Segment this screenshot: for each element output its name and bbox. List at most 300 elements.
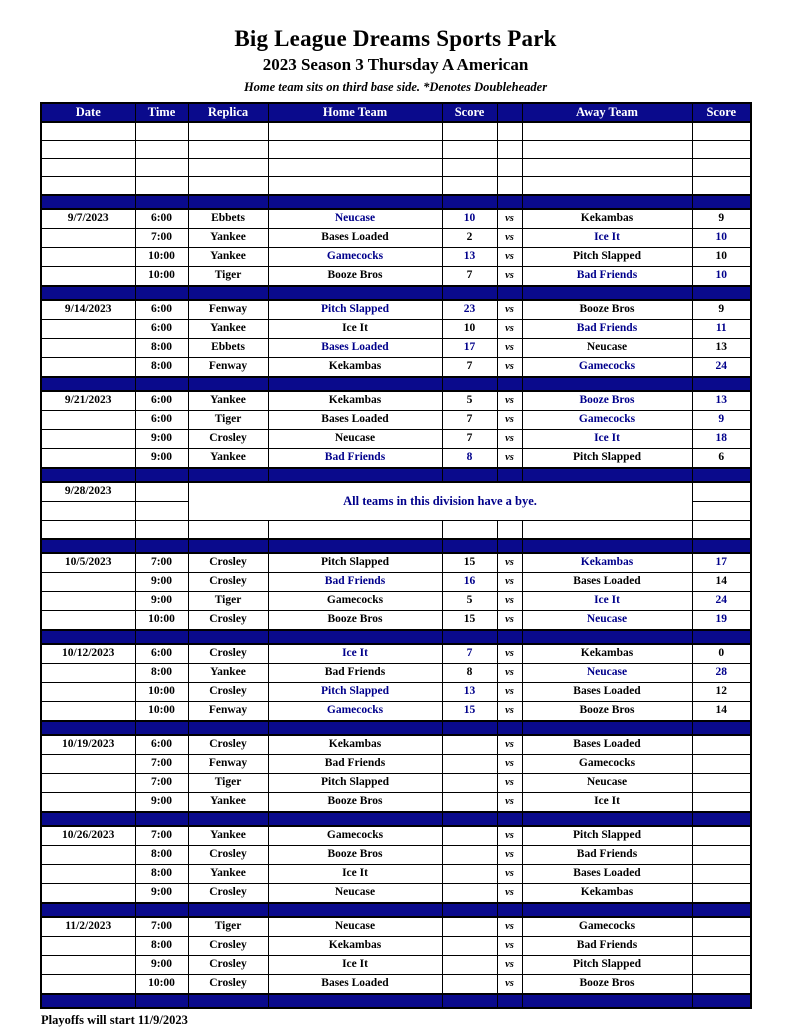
date-cell [41, 592, 135, 611]
time-cell: 8:00 [135, 358, 188, 378]
separator-cell [135, 994, 188, 1008]
replica-cell [188, 159, 268, 177]
away-team-cell [522, 521, 692, 540]
separator-cell [442, 539, 497, 553]
separator-cell [692, 377, 751, 391]
date-cell [41, 683, 135, 702]
vs-cell: vs [497, 229, 522, 248]
replica-cell: Fenway [188, 358, 268, 378]
vs-cell: vs [497, 248, 522, 267]
home-score-cell: 5 [442, 391, 497, 411]
home-team-cell: Bad Friends [268, 573, 442, 592]
game-row [41, 956, 751, 975]
date-cell [41, 430, 135, 449]
home-score-cell: 7 [442, 430, 497, 449]
separator-cell [135, 286, 188, 300]
date-cell: 10/5/2023 [41, 553, 135, 573]
game-row [41, 553, 751, 573]
game-row [41, 339, 751, 358]
replica-cell: Crosley [188, 846, 268, 865]
game-row [41, 449, 751, 469]
time-cell [135, 521, 188, 540]
vs-cell: vs [497, 209, 522, 229]
separator-cell [188, 286, 268, 300]
time-cell: 10:00 [135, 702, 188, 722]
separator-cell [135, 377, 188, 391]
home-score-cell: 23 [442, 300, 497, 320]
separator-cell [268, 539, 442, 553]
time-cell: 10:00 [135, 611, 188, 631]
replica-cell: Crosley [188, 553, 268, 573]
separator-cell [41, 812, 135, 826]
home-score-cell [442, 774, 497, 793]
home-team-cell: Bad Friends [268, 755, 442, 774]
vs-cell: vs [497, 975, 522, 995]
vs-cell: vs [497, 793, 522, 813]
date-cell [41, 774, 135, 793]
time-cell: 9:00 [135, 573, 188, 592]
separator-row [41, 903, 751, 917]
separator-cell [497, 812, 522, 826]
home-team-cell: Neucase [268, 209, 442, 229]
separator-cell [188, 377, 268, 391]
replica-cell: Yankee [188, 320, 268, 339]
away-score-cell: 24 [692, 592, 751, 611]
away-score-cell: 18 [692, 430, 751, 449]
vs-cell: vs [497, 391, 522, 411]
away-team-cell: Ice It [522, 592, 692, 611]
away-score-cell [692, 177, 751, 196]
game-row [41, 300, 751, 320]
vs-cell: vs [497, 735, 522, 755]
date-cell [41, 755, 135, 774]
playoffs-note: Playoffs will start 11/9/2023 [41, 1013, 188, 1027]
home-score-cell: 15 [442, 553, 497, 573]
separator-cell [41, 721, 135, 735]
home-team-cell: Gamecocks [268, 702, 442, 722]
game-row [41, 592, 751, 611]
replica-cell: Yankee [188, 449, 268, 469]
separator-cell [268, 994, 442, 1008]
time-cell [135, 141, 188, 159]
away-score-cell: 17 [692, 553, 751, 573]
date-cell [41, 122, 135, 141]
vs-cell [497, 159, 522, 177]
separator-cell [497, 721, 522, 735]
separator-row [41, 468, 751, 482]
game-row [41, 793, 751, 813]
time-cell [135, 177, 188, 196]
home-team-cell: Ice It [268, 865, 442, 884]
game-row [41, 702, 751, 722]
home-team-cell: Bases Loaded [268, 411, 442, 430]
table-body [41, 122, 751, 1008]
away-score-cell: 19 [692, 611, 751, 631]
time-cell: 6:00 [135, 209, 188, 229]
game-row [41, 209, 751, 229]
away-team-cell: Booze Bros [522, 702, 692, 722]
away-score-cell [692, 122, 751, 141]
separator-cell [522, 721, 692, 735]
away-score-cell: 0 [692, 644, 751, 664]
date-cell [41, 248, 135, 267]
away-score-cell: 10 [692, 229, 751, 248]
time-cell: 9:00 [135, 449, 188, 469]
game-row [41, 917, 751, 937]
home-score-cell [442, 735, 497, 755]
vs-cell: vs [497, 611, 522, 631]
time-cell: 10:00 [135, 683, 188, 702]
separator-row [41, 630, 751, 644]
away-score-cell: 13 [692, 339, 751, 358]
separator-cell [268, 721, 442, 735]
replica-cell: Crosley [188, 573, 268, 592]
away-score-cell [692, 846, 751, 865]
home-team-cell [268, 177, 442, 196]
separator-cell [692, 286, 751, 300]
home-score-cell [442, 755, 497, 774]
replica-cell: Crosley [188, 683, 268, 702]
time-cell: 6:00 [135, 644, 188, 664]
date-cell [41, 702, 135, 722]
home-team-cell [268, 521, 442, 540]
game-row [41, 391, 751, 411]
away-score-cell: 9 [692, 300, 751, 320]
separator-cell [188, 812, 268, 826]
bye-row [41, 482, 751, 502]
separator-cell [692, 195, 751, 209]
vs-cell: vs [497, 917, 522, 937]
home-team-cell: Booze Bros [268, 793, 442, 813]
away-score-cell: 11 [692, 320, 751, 339]
date-cell [41, 793, 135, 813]
home-score-cell [442, 793, 497, 813]
separator-cell [41, 630, 135, 644]
replica-cell: Yankee [188, 391, 268, 411]
home-score-cell: 7 [442, 267, 497, 287]
date-cell: 10/12/2023 [41, 644, 135, 664]
game-row [41, 229, 751, 248]
replica-cell: Yankee [188, 793, 268, 813]
time-cell [135, 502, 188, 521]
page-subtitle: 2023 Season 3 Thursday A American [262, 55, 529, 74]
vs-cell: vs [497, 937, 522, 956]
home-team-cell: Ice It [268, 956, 442, 975]
game-row [41, 644, 751, 664]
away-team-cell: Bases Loaded [522, 865, 692, 884]
away-score-cell: 14 [692, 702, 751, 722]
replica-cell: Crosley [188, 430, 268, 449]
date-cell [41, 411, 135, 430]
separator-cell [41, 286, 135, 300]
time-cell [135, 159, 188, 177]
away-team-cell [522, 159, 692, 177]
away-team-cell: Bases Loaded [522, 573, 692, 592]
column-header-time: Time [135, 103, 188, 122]
home-team-cell: Kekambas [268, 358, 442, 378]
separator-cell [497, 377, 522, 391]
separator-cell [522, 994, 692, 1008]
vs-cell: vs [497, 553, 522, 573]
game-row [41, 683, 751, 702]
home-team-cell: Kekambas [268, 391, 442, 411]
replica-cell: Crosley [188, 937, 268, 956]
away-team-cell: Bases Loaded [522, 735, 692, 755]
away-team-cell: Bases Loaded [522, 683, 692, 702]
date-cell: 9/28/2023 [41, 482, 135, 502]
time-cell: 7:00 [135, 755, 188, 774]
home-team-cell: Gamecocks [268, 826, 442, 846]
home-score-cell: 7 [442, 411, 497, 430]
away-score-cell [692, 482, 751, 502]
vs-cell: vs [497, 573, 522, 592]
replica-cell: Fenway [188, 755, 268, 774]
separator-row [41, 812, 751, 826]
date-cell [41, 521, 135, 540]
home-team-cell: Neucase [268, 917, 442, 937]
date-cell [41, 502, 135, 521]
away-team-cell: Gamecocks [522, 411, 692, 430]
separator-cell [497, 994, 522, 1008]
vs-cell: vs [497, 267, 522, 287]
home-score-cell [442, 122, 497, 141]
home-score-cell: 15 [442, 702, 497, 722]
separator-cell [442, 721, 497, 735]
date-cell [41, 846, 135, 865]
away-team-cell: Booze Bros [522, 300, 692, 320]
separator-cell [442, 630, 497, 644]
date-cell [41, 956, 135, 975]
separator-cell [692, 903, 751, 917]
date-cell [41, 320, 135, 339]
separator-cell [188, 630, 268, 644]
separator-cell [41, 468, 135, 482]
away-score-cell: 28 [692, 664, 751, 683]
separator-cell [135, 539, 188, 553]
date-cell: 9/21/2023 [41, 391, 135, 411]
separator-cell [135, 630, 188, 644]
separator-cell [268, 468, 442, 482]
vs-cell: vs [497, 683, 522, 702]
separator-cell [268, 812, 442, 826]
time-cell: 9:00 [135, 793, 188, 813]
away-team-cell: Bad Friends [522, 320, 692, 339]
home-team-cell [268, 159, 442, 177]
vs-cell: vs [497, 664, 522, 683]
away-score-cell [692, 502, 751, 521]
separator-cell [522, 812, 692, 826]
time-cell [135, 122, 188, 141]
time-cell [135, 482, 188, 502]
game-row [41, 975, 751, 995]
replica-cell: Ebbets [188, 339, 268, 358]
away-team-cell: Neucase [522, 774, 692, 793]
vs-cell: vs [497, 411, 522, 430]
separator-cell [41, 539, 135, 553]
separator-cell [188, 994, 268, 1008]
away-team-cell: Pitch Slapped [522, 248, 692, 267]
time-cell: 8:00 [135, 846, 188, 865]
date-cell: 10/19/2023 [41, 735, 135, 755]
away-score-cell: 9 [692, 411, 751, 430]
game-row [41, 937, 751, 956]
home-team-cell: Booze Bros [268, 846, 442, 865]
time-cell: 7:00 [135, 826, 188, 846]
time-cell: 7:00 [135, 553, 188, 573]
home-score-cell: 13 [442, 683, 497, 702]
home-score-cell: 15 [442, 611, 497, 631]
date-cell [41, 358, 135, 378]
home-team-cell: Booze Bros [268, 611, 442, 631]
date-cell [41, 449, 135, 469]
separator-cell [135, 903, 188, 917]
vs-cell: vs [497, 358, 522, 378]
column-header-away-team: Away Team [522, 103, 692, 122]
empty-row [41, 521, 751, 540]
time-cell: 10:00 [135, 975, 188, 995]
empty-row [41, 159, 751, 177]
separator-cell [135, 812, 188, 826]
separator-cell [522, 903, 692, 917]
separator-cell [497, 195, 522, 209]
vs-cell: vs [497, 300, 522, 320]
home-team-cell: Kekambas [268, 937, 442, 956]
date-cell [41, 159, 135, 177]
separator-row [41, 195, 751, 209]
separator-cell [522, 468, 692, 482]
time-cell: 7:00 [135, 917, 188, 937]
separator-cell [41, 903, 135, 917]
date-cell [41, 339, 135, 358]
vs-cell: vs [497, 774, 522, 793]
home-score-cell: 10 [442, 320, 497, 339]
game-row [41, 267, 751, 287]
separator-cell [497, 468, 522, 482]
home-team-cell: Bases Loaded [268, 339, 442, 358]
separator-cell [692, 630, 751, 644]
home-score-cell: 10 [442, 209, 497, 229]
separator-row [41, 286, 751, 300]
away-score-cell [692, 793, 751, 813]
replica-cell: Fenway [188, 702, 268, 722]
separator-cell [268, 630, 442, 644]
time-cell: 8:00 [135, 937, 188, 956]
away-score-cell: 12 [692, 683, 751, 702]
column-header-score: Score [692, 103, 751, 122]
vs-cell: vs [497, 826, 522, 846]
separator-cell [188, 468, 268, 482]
replica-cell: Crosley [188, 956, 268, 975]
replica-cell [188, 521, 268, 540]
home-score-cell: 2 [442, 229, 497, 248]
away-team-cell: Neucase [522, 664, 692, 683]
date-cell [41, 267, 135, 287]
empty-row [41, 141, 751, 159]
date-cell [41, 573, 135, 592]
page-title: Big League Dreams Sports Park [234, 26, 557, 51]
separator-cell [497, 286, 522, 300]
home-team-cell [268, 141, 442, 159]
separator-cell [497, 903, 522, 917]
home-team-cell: Bases Loaded [268, 229, 442, 248]
separator-row [41, 721, 751, 735]
game-row [41, 248, 751, 267]
date-cell: 9/7/2023 [41, 209, 135, 229]
away-team-cell [522, 122, 692, 141]
time-cell: 8:00 [135, 664, 188, 683]
separator-cell [268, 377, 442, 391]
away-team-cell: Booze Bros [522, 975, 692, 995]
home-team-cell: Gamecocks [268, 248, 442, 267]
replica-cell: Yankee [188, 826, 268, 846]
away-team-cell: Bad Friends [522, 267, 692, 287]
vs-cell [497, 177, 522, 196]
away-score-cell: 13 [692, 391, 751, 411]
separator-row [41, 539, 751, 553]
bye-message-cell: All teams in this division have a bye. [188, 482, 692, 521]
separator-cell [135, 468, 188, 482]
away-score-cell [692, 917, 751, 937]
time-cell: 6:00 [135, 735, 188, 755]
home-team-cell: Bad Friends [268, 664, 442, 683]
separator-cell [692, 812, 751, 826]
away-team-cell: Neucase [522, 339, 692, 358]
separator-cell [522, 286, 692, 300]
separator-cell [442, 994, 497, 1008]
away-team-cell: Bad Friends [522, 846, 692, 865]
away-team-cell: Gamecocks [522, 358, 692, 378]
home-score-cell [442, 177, 497, 196]
away-team-cell: Pitch Slapped [522, 449, 692, 469]
away-score-cell [692, 755, 751, 774]
vs-cell [497, 141, 522, 159]
home-score-cell: 16 [442, 573, 497, 592]
separator-cell [442, 903, 497, 917]
game-row [41, 884, 751, 904]
away-score-cell [692, 521, 751, 540]
away-team-cell: Gamecocks [522, 917, 692, 937]
vs-cell: vs [497, 644, 522, 664]
separator-cell [135, 195, 188, 209]
away-team-cell [522, 141, 692, 159]
away-score-cell [692, 937, 751, 956]
time-cell: 8:00 [135, 865, 188, 884]
separator-cell [692, 539, 751, 553]
away-team-cell: Ice It [522, 229, 692, 248]
replica-cell: Crosley [188, 735, 268, 755]
home-score-cell [442, 884, 497, 904]
away-team-cell: Pitch Slapped [522, 826, 692, 846]
separator-cell [692, 468, 751, 482]
game-row [41, 846, 751, 865]
away-team-cell: Booze Bros [522, 391, 692, 411]
vs-cell: vs [497, 865, 522, 884]
home-score-cell [442, 917, 497, 937]
table-header [41, 103, 751, 122]
home-score-cell [442, 937, 497, 956]
replica-cell: Tiger [188, 917, 268, 937]
separator-cell [41, 377, 135, 391]
home-team-cell: Pitch Slapped [268, 300, 442, 320]
away-team-cell: Kekambas [522, 209, 692, 229]
away-score-cell: 14 [692, 573, 751, 592]
time-cell: 7:00 [135, 774, 188, 793]
away-team-cell [522, 177, 692, 196]
time-cell: 6:00 [135, 391, 188, 411]
separator-cell [41, 994, 135, 1008]
vs-cell: vs [497, 846, 522, 865]
home-score-cell: 8 [442, 449, 497, 469]
